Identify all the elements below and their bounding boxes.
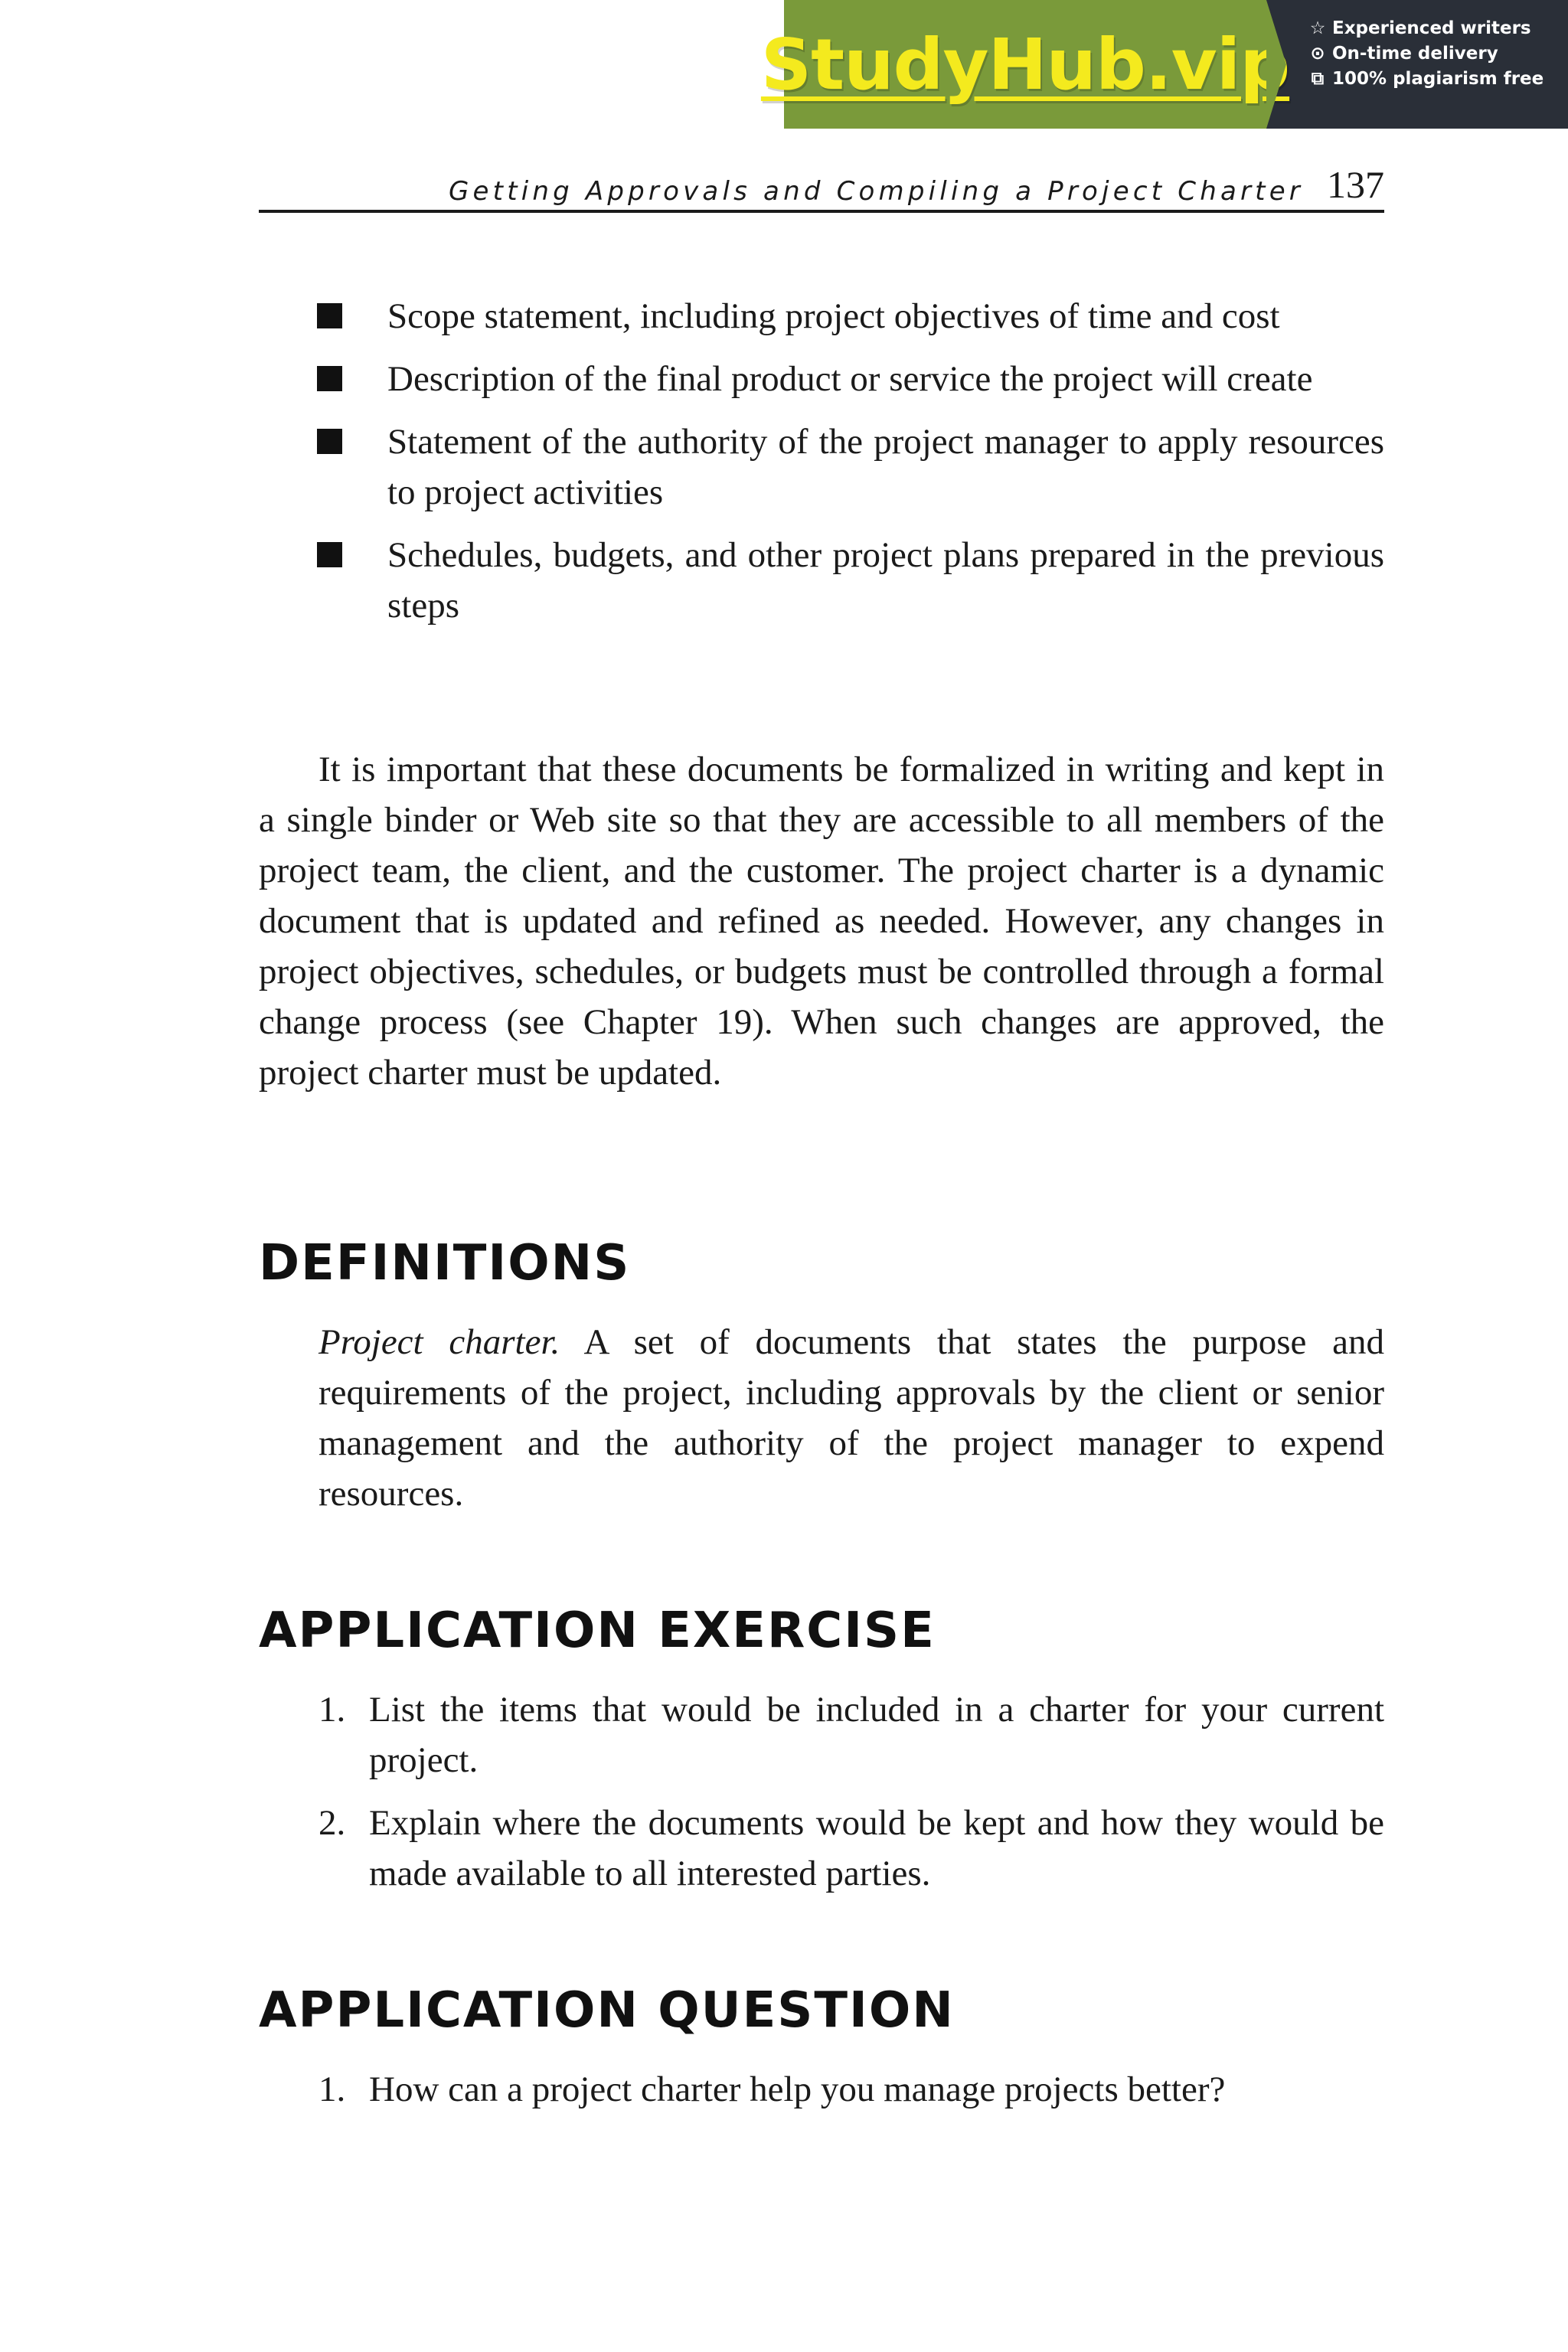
item-number: 1. — [318, 1690, 346, 1730]
list-item — [317, 530, 1384, 631]
square-bullet-icon — [317, 429, 342, 454]
page-number: 137 — [1327, 163, 1384, 206]
brand-block — [760, 0, 1290, 129]
exercise-list — [318, 1684, 1384, 1911]
square-bullet-icon — [317, 303, 342, 328]
list-item-text: How can a project charter help you manage projects better? — [369, 2069, 1226, 2109]
list-item-text: Description of the final product or service the project will create — [387, 359, 1313, 399]
list-item — [318, 2064, 1384, 2115]
charter-items-list — [317, 291, 1384, 643]
square-bullet-icon — [317, 542, 342, 567]
clock-icon: ⊙ — [1310, 44, 1325, 64]
list-item — [317, 416, 1384, 518]
application-exercise-heading: APPLICATION EXERCISE — [259, 1602, 936, 1659]
square-bullet-icon — [317, 366, 342, 391]
feature-on-time-delivery — [1309, 45, 1568, 63]
chapter-title: Getting Approvals and Compiling a Project Charter — [449, 176, 1304, 207]
list-item-text: Explain where the documents would be kept and how they would be made available to all interested parties. — [369, 1803, 1384, 1893]
item-number: 1. — [318, 2069, 346, 2109]
question-list — [318, 2064, 1384, 2127]
list-item — [318, 1798, 1384, 1899]
definitions-heading: DEFINITIONS — [259, 1235, 631, 1292]
copy-document-icon: ⧉ — [1311, 69, 1325, 89]
list-item-text: Schedules, budgets, and other project plans prepared in the previous steps — [387, 535, 1384, 626]
feature-label: Experienced writers — [1332, 18, 1531, 38]
item-number: 2. — [318, 1803, 346, 1843]
list-item — [318, 1684, 1384, 1785]
feature-experienced-writers — [1309, 20, 1568, 38]
list-item-text: Statement of the authority of the project manager to apply resources to project activities — [387, 422, 1384, 512]
list-item — [317, 354, 1384, 404]
body-paragraph: It is important that these documents be formalized in writing and kept in a single binder or Web site so that they are accessible to all members of the project team, the client, and the customer. The project charter is a dynamic document that is updated and refined as needed. However, any changes in project objectives, schedules, or budgets must be controlled through a formal change process (see Chapter 19). When such changes are approved, the project charter must be updated. — [259, 750, 1384, 1093]
application-question-heading: APPLICATION QUESTION — [259, 1982, 955, 2039]
running-header — [259, 159, 1384, 213]
definition-text: A set of documents that states the purpose and requirements of the project, including approvals by the client or senior management and the authority of the project manager to expend resources. — [318, 1322, 1384, 1514]
feature-list — [1266, 0, 1568, 129]
list-item-text: List the items that would be included in a charter for your current project. — [369, 1690, 1384, 1780]
star-outline-icon: ☆ — [1309, 18, 1326, 38]
list-item — [317, 291, 1384, 341]
feature-label: On-time delivery — [1332, 44, 1498, 64]
definition-entry — [318, 1317, 1384, 1519]
definition-term: Project charter. — [318, 1322, 560, 1362]
ad-banner[interactable] — [760, 0, 1568, 129]
list-item-text: Scope statement, including project objectives of time and cost — [387, 296, 1280, 336]
feature-plagiarism-free — [1309, 70, 1568, 88]
studyhub-logo: StudyHub.vip — [760, 23, 1290, 106]
feature-label: 100% plagiarism free — [1332, 69, 1544, 89]
